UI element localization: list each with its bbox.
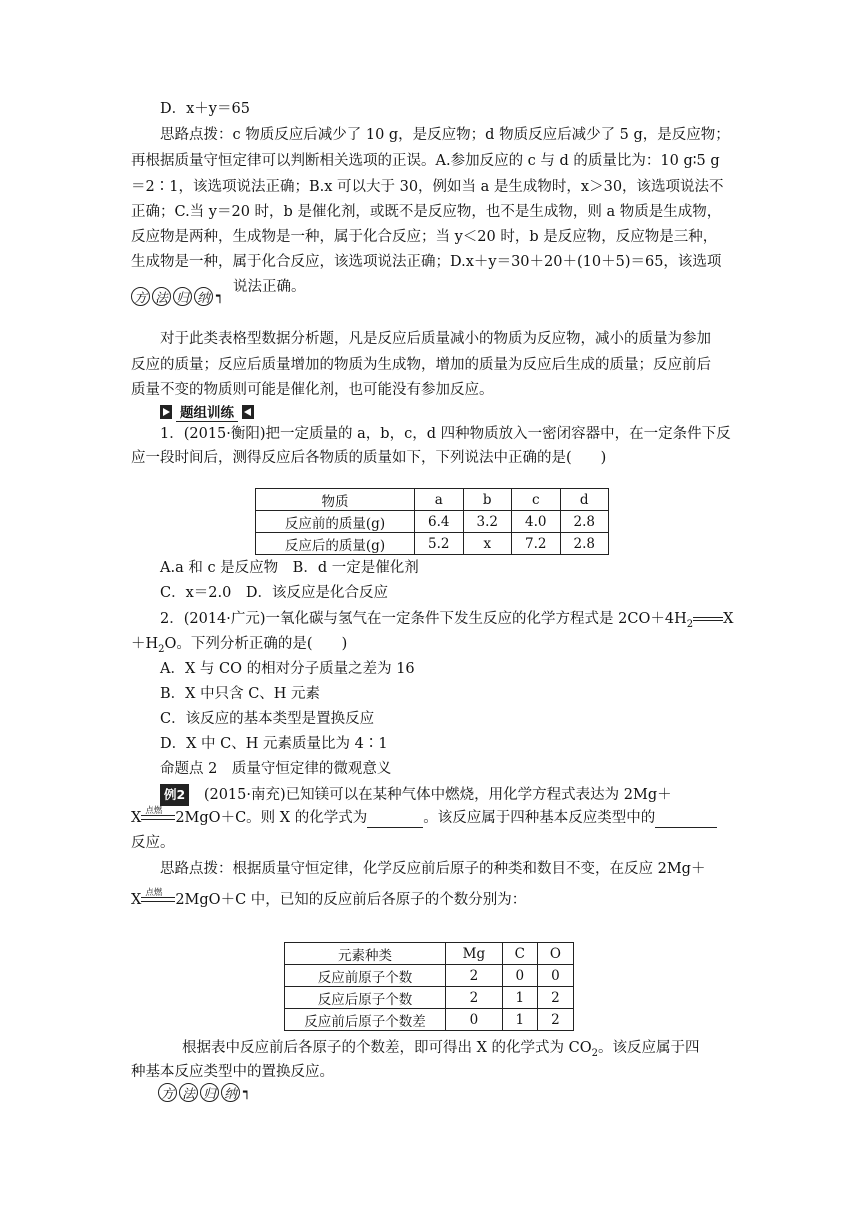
table-cell: 0 (502, 965, 537, 987)
question-2: $+H_2O$。下列分析正确的是( ) (131, 636, 348, 655)
hint-line: 正确；C.当 y＝20 时，b 是催化剂，或既不是反应物，也不是生成物，则 a 物质是生成物， (131, 204, 722, 220)
example-2: 例2 (2015·南充)已知镁可以在某种气体中燃烧，用化学方程式表达为 2Mg＋ (160, 784, 672, 806)
hint-line: ＝2∶1，该选项说法正确；B.x 可以大于 30，例如当 a 是生成物时，x＞30，该选项说法不 (131, 179, 724, 195)
question-1: 应一段时间后，测得反应后各物质的质量如下，下列说法中正确的是( ) (131, 450, 607, 466)
table-header-row (256, 489, 609, 511)
table-cell: 6.4 (415, 511, 464, 533)
table-cell: a (415, 489, 464, 511)
table-cell: 5.2 (415, 533, 464, 555)
example-2: 反应。 (131, 835, 175, 851)
table-cell: 物质 (256, 489, 415, 511)
table-cell: 2 (446, 965, 503, 987)
example-2: X 点燃 2MgO＋C。则 X 的化学式为 。该反应属于四种基本反应类型中的 (131, 808, 717, 828)
table-cell: x (463, 533, 512, 555)
method-summary-badge (131, 287, 224, 306)
table-cell: 2.8 (560, 533, 609, 555)
question-1-options: A.a 和 c 是反应物 B．d 一定是催化剂 (160, 560, 419, 576)
hint-line: 思路点拨：根据质量守恒定律，化学反应前后原子的种类和数目不变，在反应 2Mg＋ (160, 861, 706, 877)
question-2-option: D．X 中 C、H 元素质量比为 4∶1 (160, 736, 388, 752)
badge-char: 归 (173, 287, 192, 306)
table-cell: O (537, 943, 573, 965)
hint-line: 说法正确。 (233, 279, 306, 295)
table-row (256, 533, 609, 555)
table-cell: 2 (537, 1009, 573, 1031)
table-cell: 0 (537, 965, 573, 987)
badge-char: 方 (158, 1083, 177, 1102)
table-cell: 元素种类 (285, 943, 446, 965)
hint-line: 生成物是一种，属于化合反应，该选项说法正确；D.x＋y＝30＋20＋(10＋5)＝65，该选项 (131, 254, 722, 270)
question-2-option: A．X 与 CO 的相对分子质量之差为 16 (160, 661, 415, 677)
method-text: 反应的质量；反应后质量增加的物质为生成物，增加的质量为反应后生成的质量；反应前后 (131, 357, 711, 373)
hint-line: X 点燃 2MgO＋C 中，已知的反应前后各原子的个数分别为： (131, 888, 527, 908)
badge-char: 纳 (221, 1083, 240, 1102)
table-cell: 反应前的质量(g) (256, 511, 415, 533)
question-1-options: C．x＝2.0 D．该反应是化合反应 (160, 585, 388, 601)
table-cell: b (463, 489, 512, 511)
badge-char: 法 (152, 287, 171, 306)
question-2: 2．(2014·广元)一氧化碳与氢气在一定条件下发生反应的化学方程式是 $2CO+4H_2$ X (160, 611, 734, 630)
table-cell: C (502, 943, 537, 965)
table-row (285, 965, 574, 987)
hint-line: 反应物是两种，生成物是一种，属于化合反应；当 y＜20 时，b 是反应物，反应物是三种， (131, 229, 718, 245)
atom-count-table (284, 942, 574, 1031)
table-cell: 3.2 (463, 511, 512, 533)
table-cell: d (560, 489, 609, 511)
solution-text: 种基本反应类型中的置换反应。 (131, 1064, 334, 1080)
badge-hook-icon: ┑ (243, 1085, 251, 1100)
table-cell: 反应前后原子个数差 (285, 1009, 446, 1031)
table-cell: 7.2 (512, 533, 561, 555)
table-cell: 反应后原子个数 (285, 987, 446, 1009)
proposition-heading: 命题点 2 质量守恒定律的微观意义 (160, 761, 392, 777)
hint-line: 思路点拨：c 物质反应后减少了 10 g，是反应物；d 物质反应后减少了 5 g，是反应物； (160, 127, 730, 143)
solution-text: 根据表中反应前后各原子的个数差，即可得出 X 的化学式为 $CO_2$。该反应属于四 (182, 1040, 700, 1059)
table-cell: 1 (502, 987, 537, 1009)
option-d-line: D．x＋y＝65 (160, 101, 250, 117)
play-right-icon (160, 405, 172, 419)
example-badge: 例2 (160, 784, 189, 806)
method-text: 对于此类表格型数据分析题，凡是反应后质量减小的物质为反应物，减小的质量为参加 (160, 331, 711, 347)
badge-hook-icon: ┑ (216, 289, 224, 304)
method-summary-badge (158, 1083, 251, 1102)
hint-line: 再根据质量守恒定律可以判断相关选项的正误。A.参加反应的 c 与 d 的质量比为：10 g∶5 g (131, 153, 720, 169)
table-cell: c (512, 489, 561, 511)
table-header-row (285, 943, 574, 965)
badge-char: 方 (131, 287, 150, 306)
table-cell: 2.8 (560, 511, 609, 533)
badge-char: 纳 (194, 287, 213, 306)
mass-table (255, 488, 609, 555)
table-cell: 2 (537, 987, 573, 1009)
table-row (256, 511, 609, 533)
table-cell: 反应后的质量(g) (256, 533, 415, 555)
table-row (285, 987, 574, 1009)
method-text: 质量不变的物质则可能是催化剂，也可能没有参加反应。 (131, 382, 494, 398)
section-label: 题组训练 (176, 401, 238, 422)
question-2-option: B．X 中只含 C、H 元素 (160, 686, 321, 702)
table-row (285, 1009, 574, 1031)
table-cell: Mg (446, 943, 503, 965)
table-cell: 1 (502, 1009, 537, 1031)
table-cell: 4.0 (512, 511, 561, 533)
table-cell: 反应前原子个数 (285, 965, 446, 987)
question-2-option: C．该反应的基本类型是置换反应 (160, 711, 375, 727)
section-header-practice (160, 401, 254, 422)
table-cell: 0 (446, 1009, 503, 1031)
table-cell: 2 (446, 987, 503, 1009)
badge-char: 归 (200, 1083, 219, 1102)
question-1: 1．(2015·衡阳)把一定质量的 a，b，c，d 四种物质放入一密闭容器中，在一定条件下反 (160, 426, 731, 442)
badge-char: 法 (179, 1083, 198, 1102)
play-left-icon (242, 405, 254, 419)
